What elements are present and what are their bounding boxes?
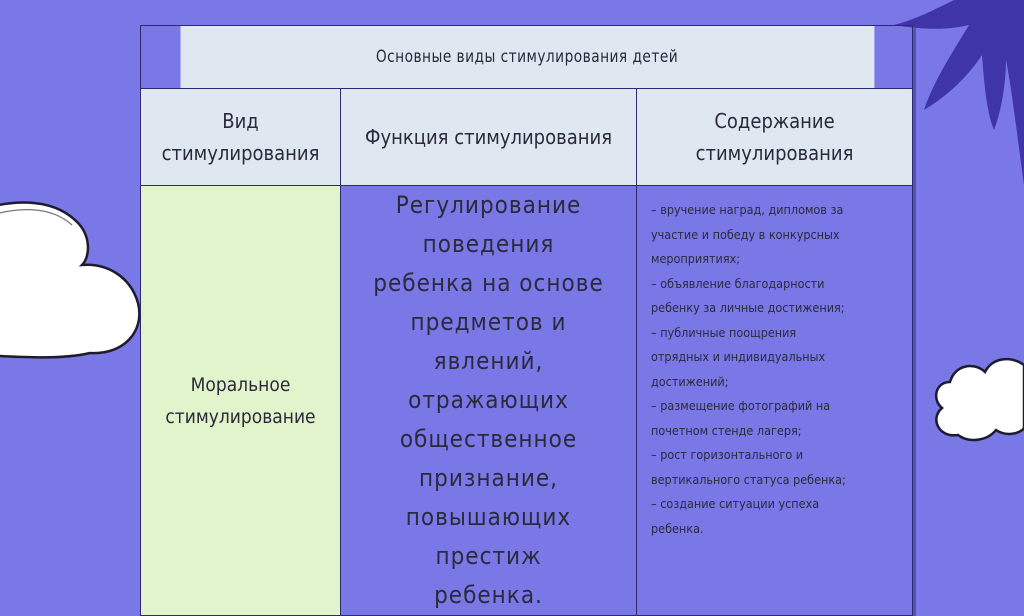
cell-content-line: – размещение фотографий на xyxy=(651,398,831,413)
cell-function xyxy=(341,186,637,616)
header-kind-line: стимулирования xyxy=(161,141,320,165)
cell-content-line: – публичные поощрения xyxy=(651,324,797,340)
header-kind xyxy=(141,89,341,186)
cell-function-line: общественное признание, xyxy=(399,425,578,492)
table-title xyxy=(179,26,874,89)
header-content xyxy=(637,89,913,186)
stimulation-table xyxy=(140,25,913,616)
cell-content-line: мероприятиях; xyxy=(651,251,741,266)
cell-kind xyxy=(141,186,341,616)
cell-kind-line: Моральное xyxy=(190,373,291,396)
header-function-text: Функция стимулирования xyxy=(364,125,613,149)
cell-content-line: участие и победу в конкурсных xyxy=(651,226,840,242)
header-content-line: стимулирования xyxy=(695,141,854,165)
table-header-row xyxy=(141,89,913,186)
cell-content-line: ребенку за личные достижения; xyxy=(651,300,845,315)
cloud-decoration-right xyxy=(930,350,1024,445)
cell-content-line: – объявление благодарности xyxy=(651,275,825,291)
cell-content xyxy=(637,186,913,616)
leaf-decoration xyxy=(894,0,1024,190)
cell-content-line: ребенка. xyxy=(651,520,704,536)
cell-function-line: Регулирование поведения xyxy=(395,191,582,258)
cloud-decoration-left xyxy=(0,195,145,365)
table-title-row xyxy=(141,26,913,89)
cell-function-line: явлений, отражающих xyxy=(408,347,569,414)
header-function xyxy=(341,89,637,186)
cell-function-line: ребенка. xyxy=(434,581,543,609)
table-row xyxy=(141,186,913,616)
header-kind-line: Вид xyxy=(222,109,259,133)
cell-content-line: – рост горизонтального и xyxy=(651,447,804,462)
cell-content-line: вертикального статуса ребенка; xyxy=(651,471,846,487)
header-content-line: Содержание xyxy=(714,109,835,133)
cell-kind-line: стимулирование xyxy=(165,405,316,428)
cell-content-line: – вручение наград, дипломов за xyxy=(651,202,844,217)
cell-content-line: отрядных и индивидуальных xyxy=(651,349,826,364)
cell-content-line: – создание ситуации успеха xyxy=(651,496,820,511)
cell-function-line: предметов и xyxy=(410,308,567,336)
cell-function-line: повышающих престиж xyxy=(405,503,572,570)
cell-content-line: достижений; xyxy=(651,373,729,389)
cell-function-line: ребенка на основе xyxy=(373,269,604,297)
table-title-text: Основные виды стимулирования детей xyxy=(375,47,678,67)
cell-content-line: почетном стенде лагеря; xyxy=(651,422,802,438)
